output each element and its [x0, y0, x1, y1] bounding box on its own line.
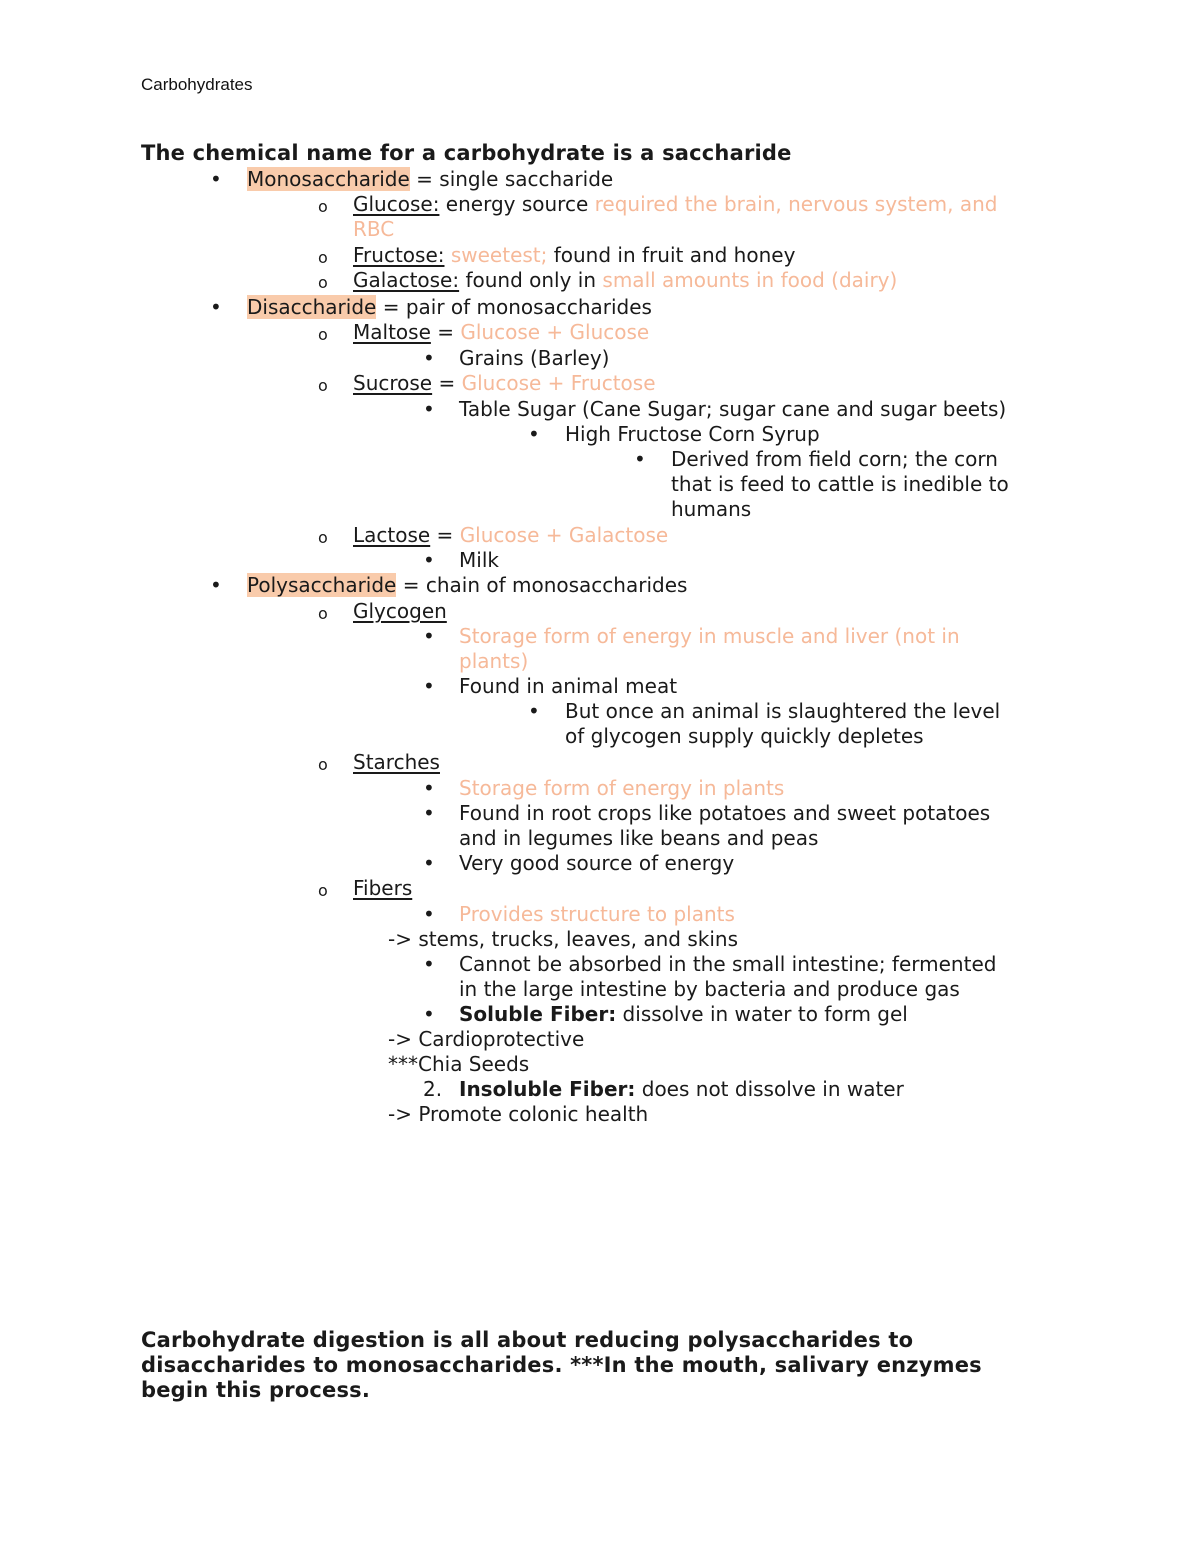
bullet-icon: [423, 902, 435, 927]
list-item-root-crops-cont: and in legumes like beans and peas: [459, 826, 819, 850]
term-galactose: Galactose:: [353, 268, 460, 292]
list-item-root-crops: Found in root crops like potatoes and sweet potatoes: [459, 801, 991, 825]
item-text: energy source: [439, 192, 595, 216]
list-item-absorption: Cannot be absorbed in the small intestine; fermented: [459, 952, 997, 976]
note-text: Storage form of energy in plants: [459, 776, 785, 800]
bullet-icon: [423, 801, 435, 826]
term-glucose: Glucose:: [353, 192, 440, 216]
bullet-icon: [210, 295, 222, 320]
circle-bullet-icon: o: [318, 881, 328, 900]
arrow-line: -> stems, trucks, leaves, and skins: [388, 927, 738, 951]
item-text: found in fruit and honey: [547, 243, 796, 267]
note-text: RBC: [353, 217, 395, 241]
term-polysaccharide: Polysaccharide: [247, 573, 397, 597]
bullet-icon: [423, 1002, 435, 1027]
term-disaccharide: Disaccharide: [247, 295, 377, 319]
list-item-soluble-fiber: [459, 1002, 908, 1027]
bullet-icon: [423, 397, 435, 422]
list-item-field-corn: Derived from field corn; the corn: [671, 447, 998, 471]
formula-text: Glucose + Fructose: [461, 371, 656, 395]
term-starches: Starches: [353, 750, 440, 774]
item-text: found only in: [459, 268, 603, 292]
term-soluble-fiber: Soluble Fiber:: [459, 1002, 617, 1026]
bullet-icon: [528, 699, 540, 724]
closing-paragraph: Carbohydrate digestion is all about reducing polysaccharides to disaccharides to monosaccharides. ***In the mouth, salivary enzymes begin this process.: [141, 1328, 982, 1402]
arrow-line: -> Promote colonic health: [388, 1102, 649, 1126]
item-text: does not dissolve in water: [635, 1077, 904, 1101]
list-item-glucose: [353, 192, 997, 217]
list-item-table-sugar: Table Sugar (Cane Sugar; sugar cane and sugar beets): [459, 397, 1007, 421]
bullet-icon: [210, 167, 222, 192]
formula-text: Glucose + Glucose: [460, 320, 650, 344]
list-item-insoluble-fiber: [459, 1077, 904, 1102]
bullet-icon: [634, 447, 646, 472]
equals-sign: =: [430, 523, 460, 547]
list-item-lactose: [353, 523, 668, 548]
term-fibers: Fibers: [353, 876, 413, 900]
bullet-icon: [423, 776, 435, 801]
list-item-maltose: [353, 320, 649, 345]
equals-sign: =: [430, 320, 461, 344]
circle-bullet-icon: o: [318, 273, 328, 292]
list-item-milk: Milk: [459, 548, 499, 572]
list-item-animal-meat: Found in animal meat: [459, 674, 678, 698]
list-item-absorption-cont: in the large intestine by bacteria and produce gas: [459, 977, 960, 1001]
note-text: sweetest;: [444, 243, 548, 267]
circle-bullet-icon: o: [318, 604, 328, 623]
formula-text: Glucose + Galactose: [459, 523, 669, 547]
note-line: ***Chia Seeds: [388, 1052, 530, 1076]
note-text: required the brain, nervous system, and: [594, 192, 998, 216]
note-text: plants): [459, 649, 529, 673]
list-item-field-corn-cont: humans: [671, 497, 752, 521]
note-text: Storage form of energy in muscle and liver (not in: [459, 624, 960, 648]
note-text: Provides structure to plants: [459, 902, 735, 926]
term-glycogen: Glycogen: [353, 599, 447, 623]
note-text: small amounts in food (dairy): [602, 268, 898, 292]
equals-sign: =: [432, 371, 462, 395]
list-item-energy-source: Very good source of energy: [459, 851, 735, 875]
circle-bullet-icon: o: [318, 248, 328, 267]
bullet-icon: [210, 573, 222, 598]
list-item-disaccharide: [247, 295, 652, 320]
list-item-grains: Grains (Barley): [459, 346, 610, 370]
bullet-icon: [423, 624, 435, 649]
term-insoluble-fiber: Insoluble Fiber:: [459, 1077, 636, 1101]
list-number: 2.: [423, 1077, 443, 1101]
list-item-galactose: [353, 268, 897, 293]
circle-bullet-icon: o: [318, 528, 328, 547]
list-item-polysaccharide: [247, 573, 687, 598]
term-lactose: Lactose: [353, 523, 431, 547]
list-item-slaughter: But once an animal is slaughtered the level: [565, 699, 1001, 723]
term-fructose: Fructose:: [353, 243, 445, 267]
list-item-sucrose: [353, 371, 656, 396]
list-item-monosaccharide: [247, 167, 613, 192]
circle-bullet-icon: o: [318, 376, 328, 395]
bullet-icon: [423, 346, 435, 371]
term-maltose: Maltose: [353, 320, 431, 344]
definition-text: = chain of monosaccharides: [396, 573, 688, 597]
bullet-icon: [423, 952, 435, 977]
item-text: dissolve in water to form gel: [616, 1002, 908, 1026]
definition-text: = single saccharide: [409, 167, 614, 191]
arrow-line: -> Cardioprotective: [388, 1027, 585, 1051]
list-item-hfcs: High Fructose Corn Syrup: [565, 422, 820, 446]
circle-bullet-icon: o: [318, 325, 328, 344]
circle-bullet-icon: o: [318, 755, 328, 774]
page-header: Carbohydrates: [141, 75, 253, 94]
list-item-fructose: [353, 243, 795, 268]
definition-text: = pair of monosaccharides: [376, 295, 652, 319]
section-title: The chemical name for a carbohydrate is a saccharide: [141, 141, 792, 165]
bullet-icon: [423, 548, 435, 573]
term-monosaccharide: Monosaccharide: [247, 167, 410, 191]
circle-bullet-icon: o: [318, 197, 328, 216]
bullet-icon: [528, 422, 540, 447]
term-sucrose: Sucrose: [353, 371, 433, 395]
bullet-icon: [423, 674, 435, 699]
bullet-icon: [423, 851, 435, 876]
list-item-slaughter-cont: of glycogen supply quickly depletes: [565, 724, 924, 748]
list-item-field-corn-cont: that is feed to cattle is inedible to: [671, 472, 1009, 496]
